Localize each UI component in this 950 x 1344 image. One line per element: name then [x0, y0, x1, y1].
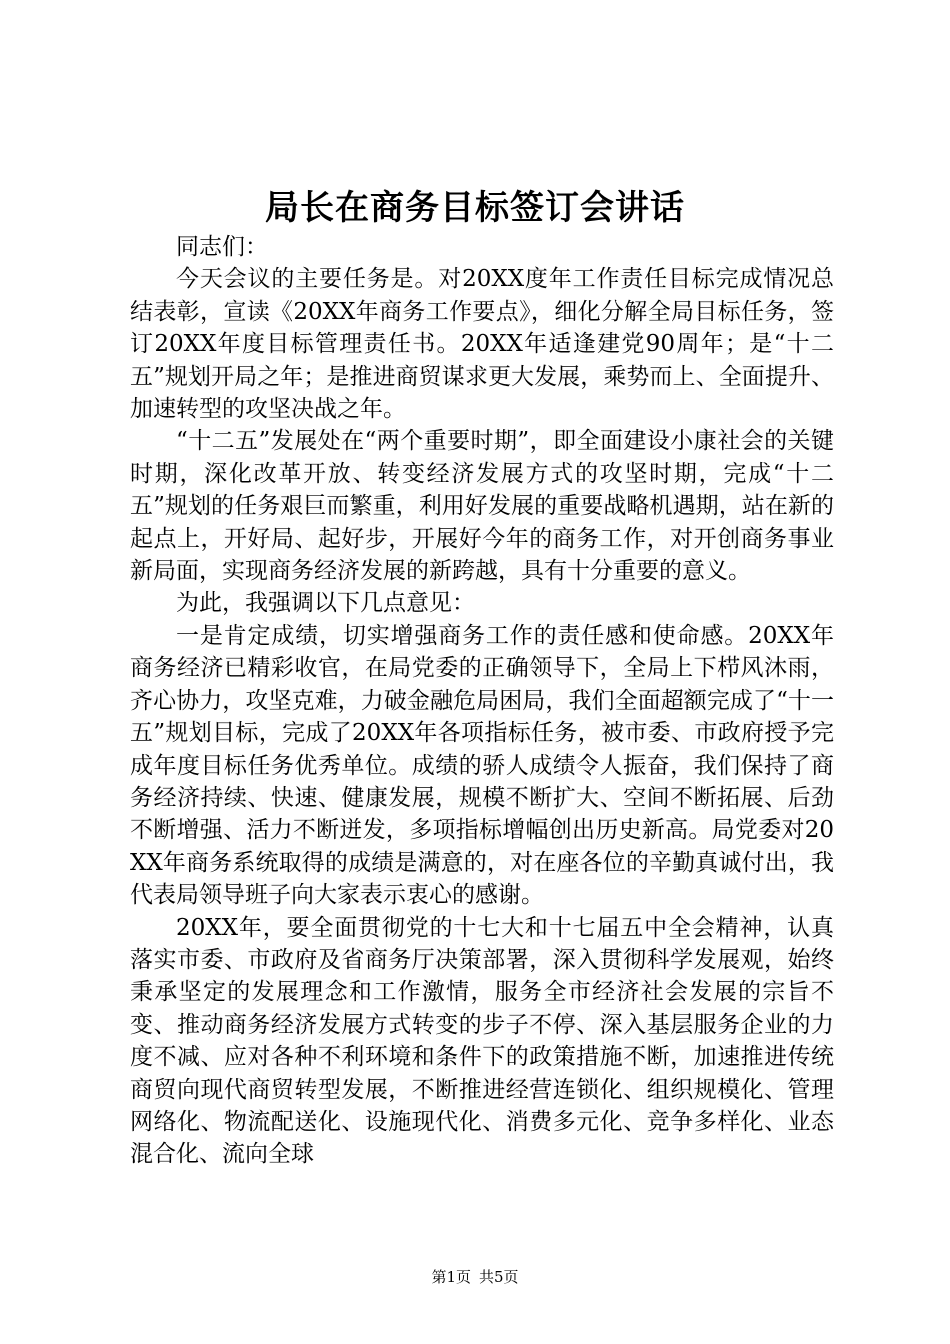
document-title: 局长在商务目标签订会讲话: [265, 188, 685, 228]
page-total: 共5页: [479, 1268, 519, 1286]
document-body: [130, 231, 834, 1171]
body-paragraph: 今天会议的主要任务是。对20XX度年工作责任目标完成情况总结表彰，宣读《20XX年商务工作要点》，细化分解全局目标任务，签订20XX年度目标管理责任书。20XX年适逢建党90周年；是“十二五”规划开局之年；是推进商贸谋求更大发展，乘势而上、全面提升、加速转型的攻坚决战之年。: [130, 266, 834, 423]
body-paragraph: “十二五”发展处在“两个重要时期”，即全面建设小康社会的关键时期，深化改革开放、转变经济发展方式的攻坚时期，完成“十二五”规划的任务艰巨而繁重，利用好发展的重要战略机遇期，站在新的起点上，开好局、起好步，开展好今年的商务工作，对开创商务事业新局面，实现商务经济发展的新跨越，具有十分重要的意义。: [130, 428, 834, 585]
page-footer: [0, 1267, 950, 1287]
body-paragraph: 一是肯定成绩，切实增强商务工作的责任感和使命感。20XX年商务经济已精彩收官，在局党委的正确领导下，全局上下栉风沐雨，齐心协力，攻坚克难，力破金融危局困局，我们全面超额完成了“十一五”规划目标，完成了20XX年各项指标任务，被市委、市政府授予完成年度目标任务优秀单位。成绩的骄人成绩令人振奋，我们保持了商务经济持续、快速、健康发展，规模不断扩大、空间不断拓展、后劲不断增强、活力不断迸发，多项指标增幅创出历史新高。局党委对20XX年商务系统取得的成绩是满意的，对在座各位的辛勤真诚付出，我代表局领导班子向大家表示衷心的感谢。: [130, 622, 834, 909]
page-number: 第1页: [431, 1268, 471, 1286]
salutation-paragraph: 同志们：: [176, 234, 268, 260]
body-paragraph: 为此，我强调以下几点意见：: [176, 590, 475, 617]
body-paragraph: 20XX年，要全面贯彻党的十七大和十七届五中全会精神，认真落实市委、市政府及省商务厅决策部署，深入贯彻科学发展观，始终秉承坚定的发展理念和工作激情，服务全市经济社会发展的宗旨不变、推动商务经济发展方式转变的步子不停、深入基层服务企业的力度不减、应对各种不利环境和条件下的政策措施不断，加速推进传统商贸向现代商贸转型发展，不断推进经营连锁化、组织规模化、管理网络化、物流配送化、设施现代化、消费多元化、竞争多样化、业态混合化、流向全球: [130, 914, 834, 1168]
